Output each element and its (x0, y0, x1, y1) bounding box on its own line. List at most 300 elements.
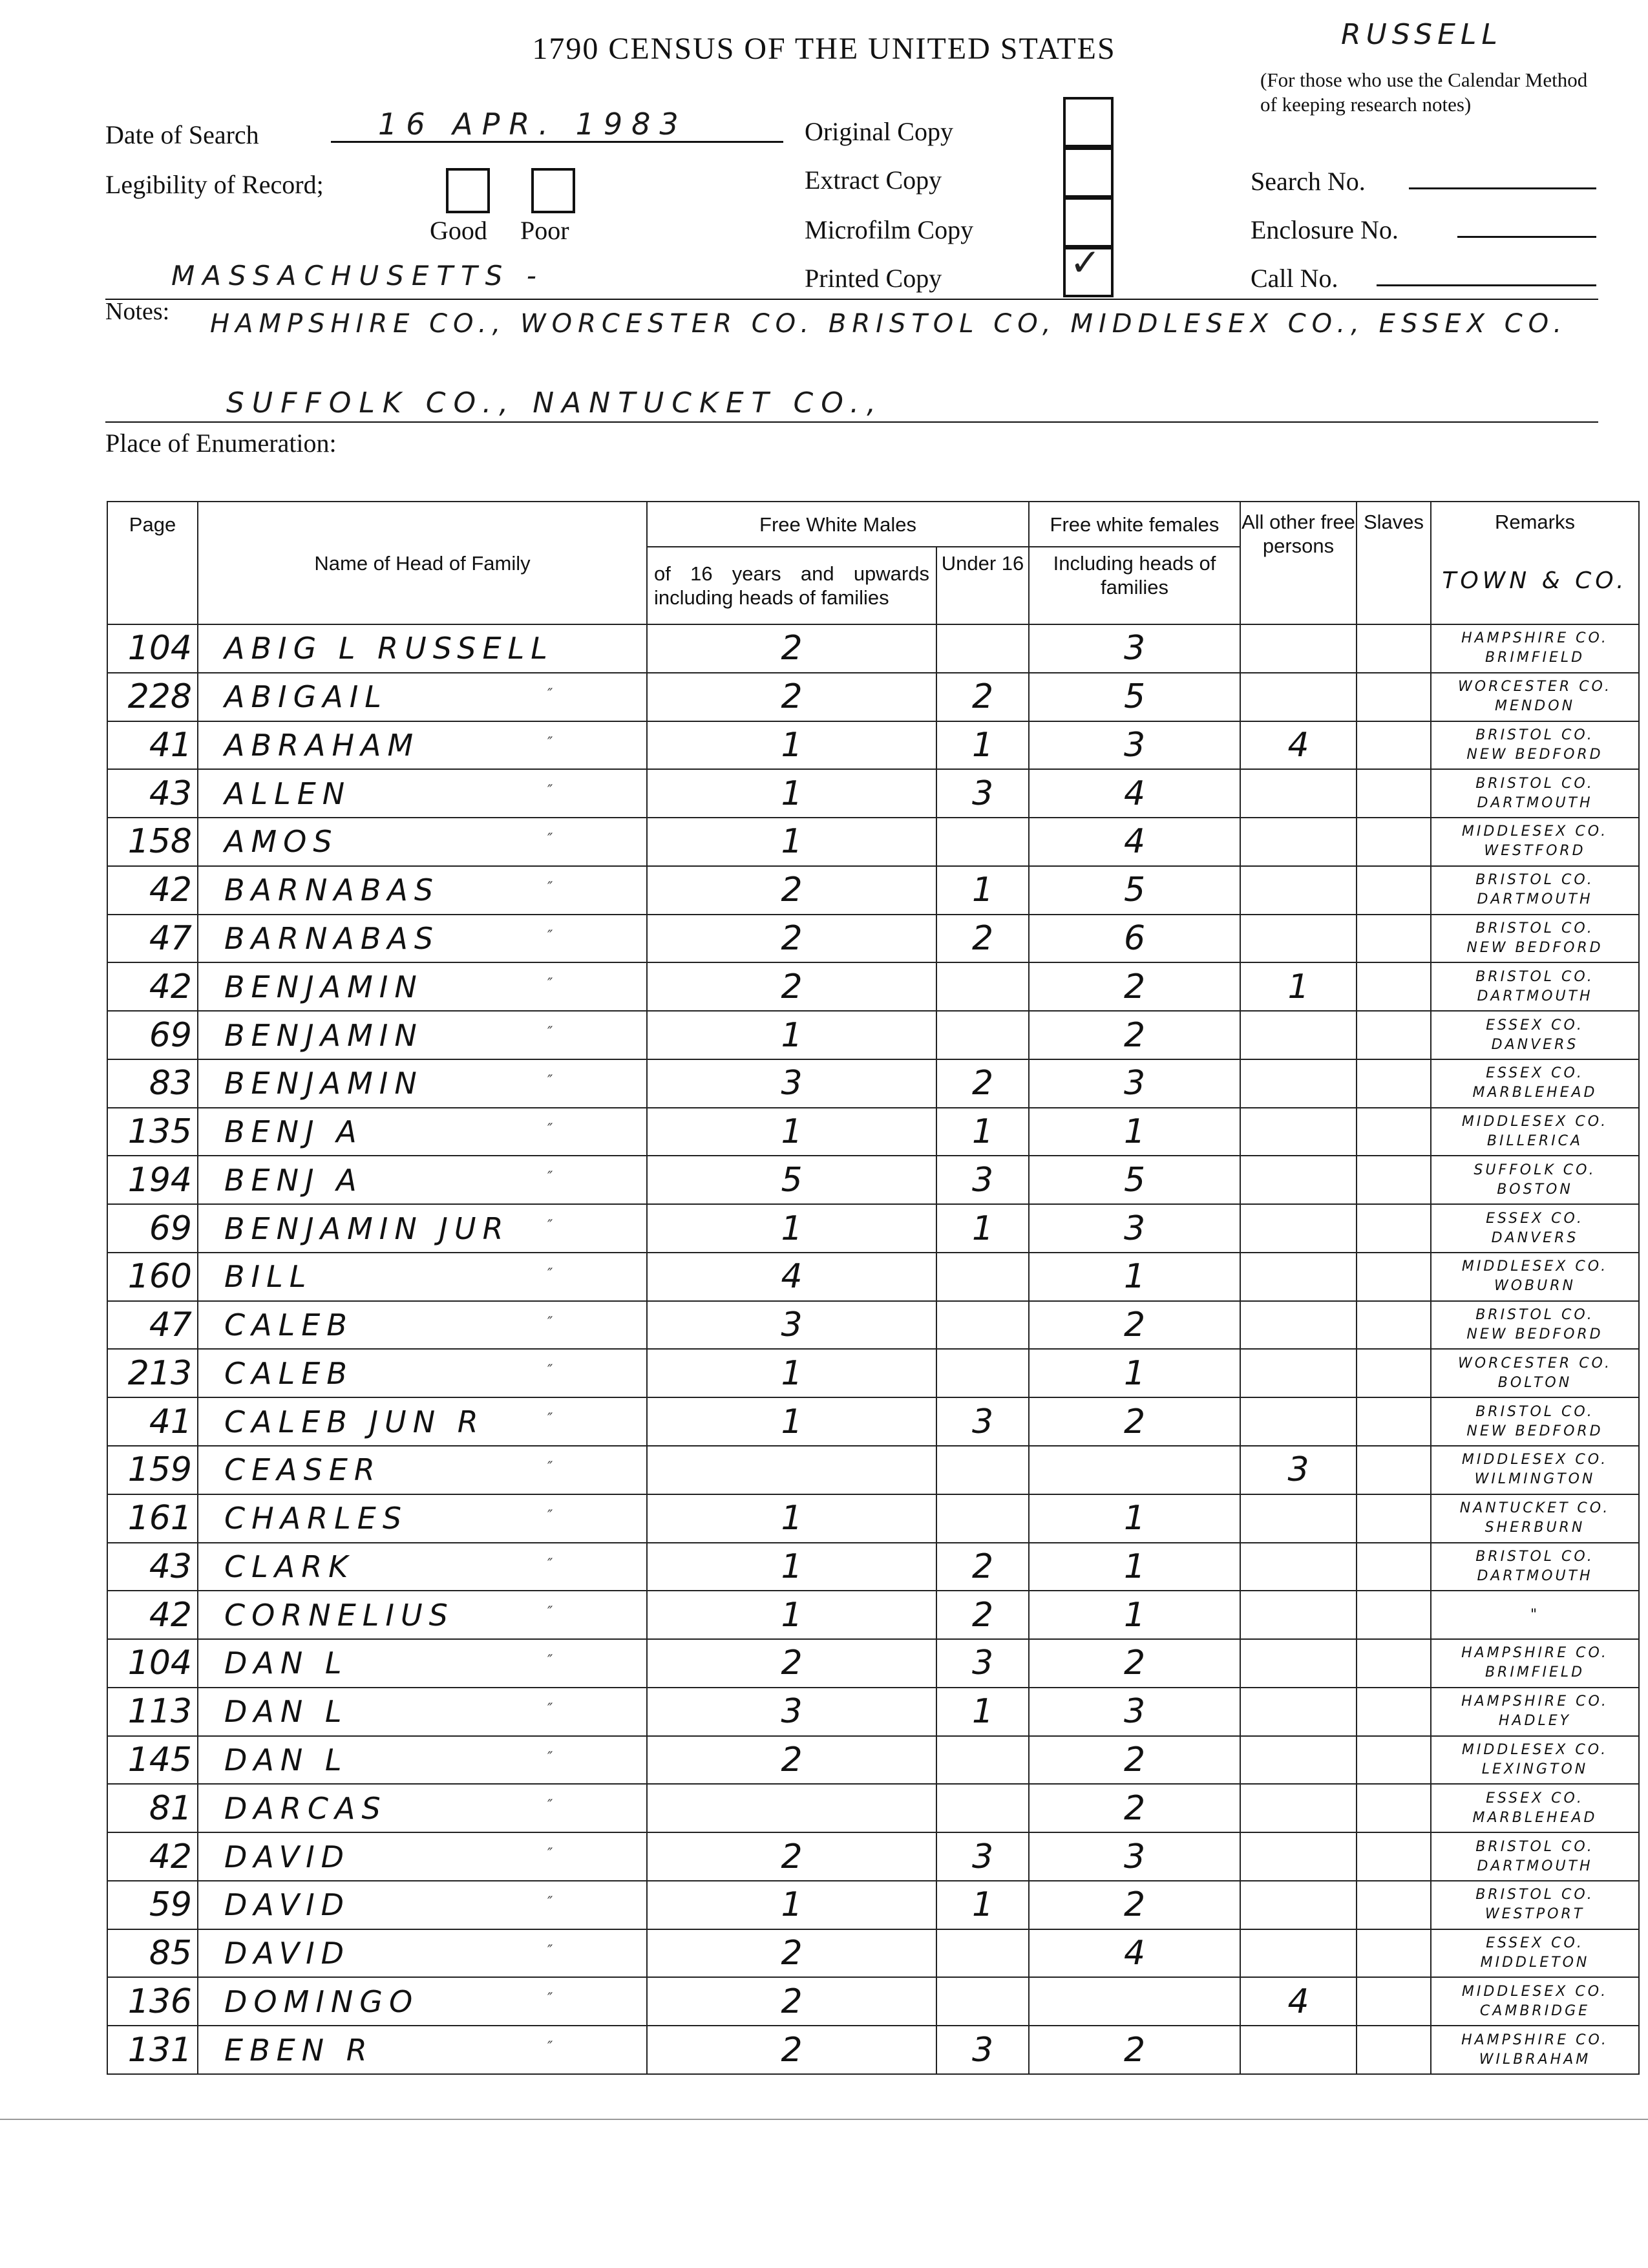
notes-state: MASSACHUSETTS - (171, 260, 544, 291)
row-males-under-16 (936, 1253, 1029, 1301)
row-males-16-up-value: 1 (781, 1595, 803, 1635)
row-other-free (1240, 1591, 1357, 1639)
notes-line-2 (105, 421, 1598, 423)
row-males-under-16 (936, 721, 1029, 770)
row-remarks (1431, 1204, 1639, 1253)
row-females-value: 3 (1123, 725, 1146, 765)
row-males-16-up (647, 1591, 936, 1639)
row-other-free (1240, 1881, 1357, 1929)
row-males-under-16-value: 1 (971, 871, 994, 910)
ditto-mark: ″ (547, 1604, 560, 1621)
notes-label: Notes: (105, 298, 170, 325)
row-males-16-up-value: 2 (781, 1982, 803, 2021)
row-name (198, 962, 647, 1011)
row-females-value: 4 (1123, 1934, 1146, 1973)
row-males-16-up-value: 2 (781, 967, 803, 1006)
remark-town: MENDON (1494, 698, 1576, 715)
row-name-value: ABRAHAM (224, 727, 420, 763)
row-males-16-up (647, 673, 936, 721)
table-row (107, 1108, 1639, 1156)
row-slaves (1357, 1736, 1431, 1785)
row-females (1029, 769, 1240, 818)
ditto-mark: ″ (547, 1942, 560, 1959)
ditto-mark: ″ (547, 1411, 560, 1428)
row-females (1029, 1881, 1240, 1929)
row-page (107, 1349, 198, 1397)
ditto-mark: ″ (547, 686, 560, 703)
row-name-value: CALEB (224, 1355, 354, 1391)
remark-town: MIDDLETON (1480, 1955, 1590, 1971)
remark-town: DARTMOUTH (1477, 794, 1593, 811)
row-remarks (1431, 1784, 1639, 1832)
row-males-16-up-value: 1 (781, 774, 803, 813)
header-free-white-females: Free white females (1029, 502, 1240, 547)
table-row (107, 1977, 1639, 2026)
table-row (107, 1301, 1639, 1350)
call-no-label: Call No. (1251, 264, 1338, 293)
row-name-value: BILL (224, 1259, 313, 1295)
remark-town: CAMBRIDGE (1479, 2002, 1590, 2019)
row-remarks (1431, 1108, 1639, 1156)
row-slaves (1357, 866, 1431, 915)
row-page (107, 1881, 198, 1929)
ditto-mark: ″ (547, 1072, 560, 1089)
row-females (1029, 1543, 1240, 1591)
row-name-value: EBEN R (224, 2032, 374, 2068)
row-page-value: 194 (127, 1160, 192, 1200)
row-page-value: 213 (127, 1353, 192, 1393)
row-remarks (1431, 1543, 1639, 1591)
row-females-value: 3 (1123, 1209, 1146, 1248)
row-name-value: CHARLES (224, 1501, 408, 1536)
ditto-mark: ″ (547, 1846, 560, 1863)
row-page-value: 47 (149, 1306, 192, 1345)
call-no-line (1377, 284, 1596, 286)
row-remarks (1431, 1688, 1639, 1736)
row-males-under-16 (936, 1301, 1029, 1350)
row-slaves (1357, 915, 1431, 963)
row-other-free (1240, 1832, 1357, 1881)
row-males-16-up (647, 818, 936, 866)
row-males-16-up-value: 1 (781, 822, 803, 862)
row-page-value: 42 (149, 1595, 192, 1635)
row-males-under-16 (936, 1059, 1029, 1108)
row-page-value: 42 (149, 871, 192, 910)
row-males-under-16-value: 3 (971, 1644, 994, 1683)
row-name-value: DAN L (224, 1646, 348, 1681)
row-name (198, 721, 647, 770)
row-males-16-up (647, 1446, 936, 1494)
row-males-16-up-value: 1 (781, 1209, 803, 1248)
row-page-value: 42 (149, 1837, 192, 1876)
row-males-under-16 (936, 818, 1029, 866)
row-females (1029, 1349, 1240, 1397)
ditto-mark: ″ (547, 1362, 560, 1379)
row-males-16-up-value: 4 (781, 1257, 803, 1297)
header-free-white-males: Free White Males (647, 502, 1029, 547)
row-name-value: DAVID (224, 1839, 351, 1874)
row-males-under-16 (936, 1349, 1029, 1397)
row-page-value: 131 (127, 2030, 192, 2070)
row-name (198, 624, 647, 673)
row-remarks (1431, 1977, 1639, 2026)
table-row (107, 1832, 1639, 1881)
remark-county: BRISTOL CO. (1475, 726, 1594, 743)
row-name (198, 1543, 647, 1591)
row-males-16-up-value: 1 (781, 1885, 803, 1925)
remark-town: NEW BEDFORD (1466, 1326, 1603, 1343)
row-females (1029, 1446, 1240, 1494)
row-males-under-16 (936, 1108, 1029, 1156)
row-females (1029, 1832, 1240, 1881)
row-males-under-16 (936, 1156, 1029, 1204)
row-males-under-16 (936, 1011, 1029, 1059)
row-males-16-up (647, 1688, 936, 1736)
remark-town: LEXINGTON (1481, 1761, 1589, 1777)
row-females-value: 1 (1123, 1112, 1146, 1152)
row-remarks (1431, 818, 1639, 866)
row-males-16-up-value: 2 (781, 1837, 803, 1876)
row-females (1029, 673, 1240, 721)
row-males-16-up (647, 1397, 936, 1446)
table-row (107, 1011, 1639, 1059)
row-name (198, 1494, 647, 1543)
remark-town: DARTMOUTH (1477, 988, 1593, 1004)
check-icon: ✓ (1070, 240, 1101, 284)
row-males-under-16-value: 2 (971, 677, 994, 717)
ditto-mark: ″ (547, 1653, 560, 1669)
row-name (198, 1011, 647, 1059)
row-name (198, 1639, 647, 1688)
search-no-line (1409, 187, 1596, 189)
row-slaves (1357, 1977, 1431, 2026)
table-row (107, 769, 1639, 818)
row-page (107, 769, 198, 818)
row-males-16-up (647, 1784, 936, 1832)
row-name (198, 1832, 647, 1881)
row-page-value: 41 (149, 1402, 192, 1441)
row-name (198, 673, 647, 721)
row-males-16-up-value: 2 (781, 1644, 803, 1683)
row-males-under-16 (936, 1881, 1029, 1929)
table-row (107, 1543, 1639, 1591)
table-row (107, 1639, 1639, 1688)
row-name (198, 818, 647, 866)
row-males-under-16-value: 3 (971, 2030, 994, 2070)
row-females-value: 1 (1123, 1595, 1146, 1635)
row-males-under-16-value: 1 (971, 1885, 994, 1925)
row-females (1029, 1784, 1240, 1832)
row-name (198, 1108, 647, 1156)
row-page (107, 818, 198, 866)
remark-town: DANVERS (1491, 1229, 1579, 1246)
row-males-16-up (647, 1543, 936, 1591)
row-remarks (1431, 1881, 1639, 1929)
remark-county: BRISTOL CO. (1475, 1307, 1594, 1324)
ditto-mark: ″ (547, 879, 560, 896)
row-name (198, 1784, 647, 1832)
row-page (107, 1108, 198, 1156)
row-name-value: BENJAMIN JUR (224, 1211, 510, 1246)
good-checkbox[interactable] (446, 168, 490, 213)
row-males-under-16 (936, 769, 1029, 818)
ditto-mark: ″ (547, 1459, 560, 1476)
ditto-mark: ″ (547, 1024, 560, 1041)
row-females-value: 2 (1123, 1644, 1146, 1683)
row-males-16-up (647, 1639, 936, 1688)
notes-counties-2: SUFFOLK CO., NANTUCKET CO., (226, 387, 884, 419)
table-row (107, 1881, 1639, 1929)
row-remarks (1431, 769, 1639, 818)
row-other-free (1240, 1011, 1357, 1059)
date-label: Date of Search (105, 120, 259, 149)
row-page-value: 69 (149, 1209, 192, 1248)
table-row (107, 1446, 1639, 1494)
row-other-free (1240, 1688, 1357, 1736)
poor-label: Poor (520, 216, 569, 245)
row-remarks (1431, 1156, 1639, 1204)
row-males-under-16 (936, 1591, 1029, 1639)
row-name-value: DAVID (224, 1887, 351, 1923)
row-page-value: 41 (149, 725, 192, 765)
table-row (107, 1059, 1639, 1108)
row-males-16-up (647, 1736, 936, 1785)
row-males-16-up-value: 1 (781, 1499, 803, 1538)
row-males-under-16 (936, 624, 1029, 673)
row-males-under-16-value: 3 (971, 1160, 994, 1200)
row-slaves (1357, 1543, 1431, 1591)
table-row (107, 1397, 1639, 1446)
row-remarks (1431, 1494, 1639, 1543)
remark-town: DARTMOUTH (1477, 891, 1593, 908)
row-slaves (1357, 1059, 1431, 1108)
ditto-mark: ″ (547, 783, 560, 800)
row-males-16-up (647, 1156, 936, 1204)
row-slaves (1357, 1108, 1431, 1156)
row-remarks (1431, 866, 1639, 915)
row-females-value: 2 (1123, 1740, 1146, 1779)
row-males-under-16-value: 3 (971, 1402, 994, 1441)
row-slaves (1357, 962, 1431, 1011)
row-females (1029, 866, 1240, 915)
row-name (198, 1156, 647, 1204)
table-row (107, 1929, 1639, 1978)
remark-town: WOBURN (1494, 1278, 1576, 1295)
row-males-under-16 (936, 1543, 1029, 1591)
row-males-16-up-value: 2 (781, 677, 803, 717)
row-males-16-up-value: 1 (781, 1015, 803, 1055)
row-males-under-16 (936, 1688, 1029, 1736)
remark-town: SHERBURN (1484, 1520, 1585, 1536)
row-name (198, 1253, 647, 1301)
row-males-16-up-value: 5 (781, 1160, 803, 1200)
row-females-value: 2 (1123, 1402, 1146, 1441)
remark-town: BRIMFIELD (1484, 650, 1585, 666)
row-name (198, 1204, 647, 1253)
row-page-value: 83 (149, 1064, 192, 1103)
row-females-value: 3 (1123, 1064, 1146, 1103)
row-page (107, 1011, 198, 1059)
row-females (1029, 1397, 1240, 1446)
row-males-under-16-value: 1 (971, 1209, 994, 1248)
row-other-free (1240, 1639, 1357, 1688)
row-males-16-up (647, 1881, 936, 1929)
header-slaves: Slaves (1357, 502, 1431, 624)
header-males-under-16: Under 16 (936, 547, 1029, 624)
row-males-under-16 (936, 673, 1029, 721)
row-remarks (1431, 1639, 1639, 1688)
enclosure-no-line (1457, 236, 1596, 238)
date-value: 16 APR. 1983 (378, 107, 688, 142)
printed-copy-label: Printed Copy (805, 264, 942, 293)
row-name-value: ALLEN (224, 776, 352, 811)
row-name (198, 1301, 647, 1350)
row-name (198, 1688, 647, 1736)
row-name (198, 915, 647, 963)
remark-town: BILLERICA (1486, 1133, 1583, 1150)
row-males-16-up (647, 1204, 936, 1253)
row-males-16-up-value: 2 (781, 1740, 803, 1779)
remark-town: " (1530, 1606, 1540, 1623)
remarks-town-co: TOWN & CO. (1442, 567, 1628, 594)
row-females (1029, 962, 1240, 1011)
row-females (1029, 624, 1240, 673)
row-page (107, 1253, 198, 1301)
row-slaves (1357, 1011, 1431, 1059)
row-females (1029, 721, 1240, 770)
row-slaves (1357, 1881, 1431, 1929)
remark-county: MIDDLESEX CO. (1461, 823, 1609, 840)
remark-town: HADLEY (1498, 1713, 1572, 1730)
ditto-mark: ″ (547, 1556, 560, 1573)
poor-checkbox[interactable] (531, 168, 575, 213)
row-females-value: 6 (1123, 918, 1146, 958)
row-males-under-16-value: 1 (971, 725, 994, 765)
ditto-mark: ″ (547, 1169, 560, 1186)
row-females (1029, 1977, 1240, 2026)
table-row (107, 1349, 1639, 1397)
row-females-value: 1 (1123, 1353, 1146, 1393)
row-other-free (1240, 673, 1357, 721)
row-males-under-16-value: 1 (971, 1112, 994, 1152)
row-slaves (1357, 769, 1431, 818)
extract-copy-checkbox[interactable] (1063, 147, 1114, 198)
row-page-value: 161 (127, 1499, 192, 1538)
header-name: Name of Head of Family (198, 502, 647, 624)
row-females (1029, 1156, 1240, 1204)
row-males-under-16-value: 3 (971, 774, 994, 813)
row-males-under-16 (936, 1736, 1029, 1785)
table-row (107, 1204, 1639, 1253)
row-page-value: 135 (127, 1112, 192, 1152)
row-males-16-up-value: 3 (781, 1064, 803, 1103)
row-males-under-16 (936, 915, 1029, 963)
row-name-value: CALEB (224, 1308, 354, 1343)
table-row (107, 866, 1639, 915)
row-name (198, 866, 647, 915)
row-other-free (1240, 1736, 1357, 1785)
row-males-under-16 (936, 962, 1029, 1011)
row-other-free (1240, 769, 1357, 818)
row-page-value: 43 (149, 1547, 192, 1586)
row-males-16-up (647, 1059, 936, 1108)
row-page-value: 59 (149, 1885, 192, 1925)
row-other-free (1240, 1446, 1357, 1494)
original-copy-checkbox[interactable] (1063, 97, 1114, 147)
row-slaves (1357, 1784, 1431, 1832)
row-other-free (1240, 1543, 1357, 1591)
row-page (107, 866, 198, 915)
ditto-mark: ″ (547, 1797, 560, 1814)
row-other-free (1240, 624, 1357, 673)
row-other-free (1240, 1204, 1357, 1253)
row-other-free (1240, 1397, 1357, 1446)
remark-county: HAMPSHIRE CO. (1461, 630, 1609, 647)
row-other-free (1240, 721, 1357, 770)
row-males-under-16 (936, 1929, 1029, 1978)
remark-town: WESTFORD (1484, 843, 1586, 860)
row-males-under-16 (936, 1397, 1029, 1446)
row-other-free (1240, 962, 1357, 1011)
row-name-value: BENJAMIN (224, 1017, 423, 1053)
row-females (1029, 818, 1240, 866)
extract-copy-label: Extract Copy (805, 165, 942, 195)
printed-copy-checkbox[interactable] (1063, 240, 1114, 297)
row-name (198, 1446, 647, 1494)
row-name (198, 1881, 647, 1929)
row-page (107, 1639, 198, 1688)
remark-town: NEW BEDFORD (1466, 746, 1603, 763)
row-page-value: 136 (127, 1982, 192, 2021)
notes-counties-1: HAMPSHIRE CO., WORCESTER CO. BRISTOL CO, MIDDLESEX CO., ESSEX CO. (210, 309, 1568, 339)
row-page-value: 228 (127, 677, 192, 717)
row-females-value: 4 (1123, 774, 1146, 813)
row-page (107, 1204, 198, 1253)
remark-county: WORCESTER CO. (1458, 679, 1612, 695)
row-males-16-up (647, 1301, 936, 1350)
remark-town: BOLTON (1497, 1374, 1572, 1391)
header-males-16-up: of 16 years and upwards including heads of families (647, 547, 936, 624)
row-males-16-up (647, 1929, 936, 1978)
row-males-under-16-value: 2 (971, 1547, 994, 1586)
table-row (107, 1591, 1639, 1639)
row-name (198, 1929, 647, 1978)
row-name-value: CALEB JUN R (224, 1404, 485, 1439)
row-other-free-value: 3 (1287, 1450, 1309, 1490)
row-page (107, 1156, 198, 1204)
row-slaves (1357, 1494, 1431, 1543)
row-slaves (1357, 1301, 1431, 1350)
remark-county: WORCESTER CO. (1458, 1355, 1612, 1372)
original-copy-label: Original Copy (805, 117, 953, 146)
row-females (1029, 1591, 1240, 1639)
table-row (107, 1784, 1639, 1832)
ditto-mark: ″ (547, 1314, 560, 1331)
row-females-value: 2 (1123, 1015, 1146, 1055)
remark-county: BRISTOL CO. (1475, 1838, 1594, 1855)
row-page (107, 1446, 198, 1494)
row-other-free-value: 4 (1287, 1982, 1309, 2021)
header-remarks (1431, 502, 1639, 624)
row-slaves (1357, 1929, 1431, 1978)
row-males-under-16-value: 1 (971, 1692, 994, 1732)
remark-county: ESSEX CO. (1486, 1017, 1584, 1033)
row-name (198, 769, 647, 818)
row-males-16-up-value: 1 (781, 1547, 803, 1586)
footer-rule (0, 2119, 1648, 2120)
table-row (107, 624, 1639, 673)
row-slaves (1357, 624, 1431, 673)
